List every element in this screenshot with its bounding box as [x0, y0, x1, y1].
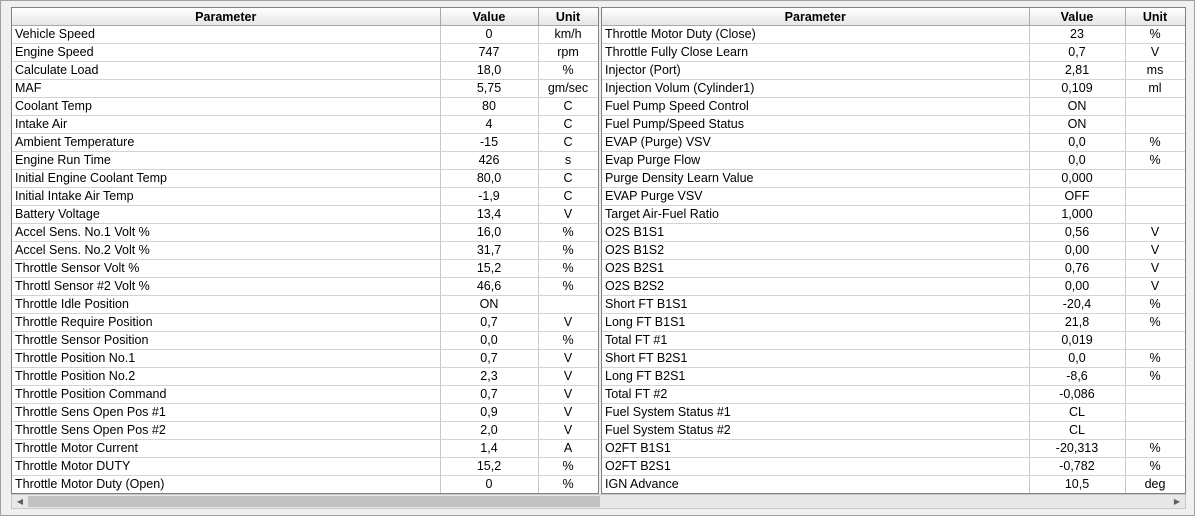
value-cell: -8,6 — [1029, 368, 1125, 386]
unit-cell: V — [1125, 44, 1185, 62]
parameter-cell: Throttle Require Position — [12, 314, 440, 332]
table-row[interactable] — [12, 386, 598, 404]
parameter-cell: Coolant Temp — [12, 98, 440, 116]
table-row[interactable] — [12, 134, 598, 152]
left-table-body — [12, 26, 598, 494]
value-cell: CL — [1029, 404, 1125, 422]
value-cell: 0,0 — [440, 332, 538, 350]
table-row[interactable] — [12, 206, 598, 224]
table-row[interactable] — [602, 314, 1185, 332]
value-cell: CL — [1029, 422, 1125, 440]
parameter-cell: Injection Volum (Cylinder1) — [602, 80, 1029, 98]
parameter-cell: Short FT B1S1 — [602, 296, 1029, 314]
unit-cell: % — [538, 260, 598, 278]
unit-cell: ml — [1125, 80, 1185, 98]
unit-cell: V — [538, 314, 598, 332]
value-cell: 31,7 — [440, 242, 538, 260]
value-cell: 2,3 — [440, 368, 538, 386]
parameter-cell: Throttle Motor Duty (Close) — [602, 26, 1029, 44]
horizontal-scrollbar[interactable] — [11, 494, 1186, 509]
parameter-cell: Throttle Motor DUTY — [12, 458, 440, 476]
parameter-cell: Throttle Idle Position — [12, 296, 440, 314]
parameter-cell: Accel Sens. No.2 Volt % — [12, 242, 440, 260]
parameter-cell: Intake Air — [12, 116, 440, 134]
unit-cell: % — [1125, 296, 1185, 314]
unit-cell: V — [538, 422, 598, 440]
table-row[interactable] — [12, 332, 598, 350]
table-row[interactable] — [12, 152, 598, 170]
table-row[interactable] — [602, 260, 1185, 278]
table-row[interactable] — [602, 386, 1185, 404]
parameter-cell: EVAP Purge VSV — [602, 188, 1029, 206]
value-cell: 5,75 — [440, 80, 538, 98]
value-cell: 1,4 — [440, 440, 538, 458]
table-row[interactable] — [602, 206, 1185, 224]
parameter-cell: O2S B1S1 — [602, 224, 1029, 242]
value-cell: 0,7 — [440, 314, 538, 332]
unit-cell: % — [1125, 152, 1185, 170]
value-cell: 0,019 — [1029, 332, 1125, 350]
table-row[interactable] — [12, 80, 598, 98]
value-cell: 1,000 — [1029, 206, 1125, 224]
right-value-column-header[interactable]: Value — [1029, 8, 1125, 26]
table-row[interactable] — [602, 440, 1185, 458]
value-cell: 80 — [440, 98, 538, 116]
parameter-cell: Injector (Port) — [602, 62, 1029, 80]
table-row[interactable] — [12, 314, 598, 332]
table-row[interactable] — [12, 458, 598, 476]
table-row[interactable] — [602, 404, 1185, 422]
table-row[interactable] — [602, 44, 1185, 62]
value-cell: 21,8 — [1029, 314, 1125, 332]
parameter-cell: IGN Advance — [602, 476, 1029, 494]
unit-cell: % — [1125, 368, 1185, 386]
value-cell: -0,782 — [1029, 458, 1125, 476]
parameter-cell: Fuel System Status #2 — [602, 422, 1029, 440]
value-cell: 16,0 — [440, 224, 538, 242]
value-cell: ON — [1029, 116, 1125, 134]
right-table-header-row — [602, 8, 1185, 26]
parameter-cell: Throttle Position Command — [12, 386, 440, 404]
value-cell: OFF — [1029, 188, 1125, 206]
parameter-cell: Throttl Sensor #2 Volt % — [12, 278, 440, 296]
value-cell: 0,00 — [1029, 278, 1125, 296]
value-cell: 13,4 — [440, 206, 538, 224]
unit-cell: s — [538, 152, 598, 170]
table-row[interactable] — [12, 350, 598, 368]
parameter-cell: MAF — [12, 80, 440, 98]
unit-cell: % — [538, 332, 598, 350]
left-data-table — [12, 8, 599, 494]
unit-cell: V — [538, 206, 598, 224]
table-row[interactable] — [12, 116, 598, 134]
parameter-cell: Engine Run Time — [12, 152, 440, 170]
table-row[interactable] — [12, 242, 598, 260]
unit-cell: % — [1125, 26, 1185, 44]
parameter-cell: Throttle Sens Open Pos #2 — [12, 422, 440, 440]
value-cell: 0,000 — [1029, 170, 1125, 188]
parameter-cell: Fuel Pump/Speed Status — [602, 116, 1029, 134]
unit-cell: C — [538, 116, 598, 134]
value-cell: 0 — [440, 26, 538, 44]
unit-cell: % — [538, 458, 598, 476]
value-cell: 0,56 — [1029, 224, 1125, 242]
table-row[interactable] — [12, 170, 598, 188]
unit-cell: C — [538, 188, 598, 206]
value-cell: -0,086 — [1029, 386, 1125, 404]
left-table-header-row — [12, 8, 598, 26]
unit-cell — [1125, 170, 1185, 188]
parameter-cell: Calculate Load — [12, 62, 440, 80]
unit-cell: % — [538, 278, 598, 296]
unit-cell: % — [1125, 350, 1185, 368]
unit-cell — [1125, 404, 1185, 422]
value-cell: 15,2 — [440, 458, 538, 476]
table-row[interactable] — [602, 296, 1185, 314]
parameter-cell: Purge Density Learn Value — [602, 170, 1029, 188]
parameter-cell: Target Air-Fuel Ratio — [602, 206, 1029, 224]
table-row[interactable] — [602, 80, 1185, 98]
value-cell: 0,9 — [440, 404, 538, 422]
parameter-cell: Engine Speed — [12, 44, 440, 62]
parameter-cell: O2S B1S2 — [602, 242, 1029, 260]
parameter-cell: Throttle Position No.2 — [12, 368, 440, 386]
table-row[interactable] — [12, 422, 598, 440]
table-row[interactable] — [12, 440, 598, 458]
right-data-table — [602, 8, 1186, 494]
parameter-cell: Initial Engine Coolant Temp — [12, 170, 440, 188]
table-row[interactable] — [12, 98, 598, 116]
unit-cell: km/h — [538, 26, 598, 44]
unit-cell — [1125, 422, 1185, 440]
unit-cell: V — [1125, 260, 1185, 278]
value-cell: 0,0 — [1029, 350, 1125, 368]
table-row[interactable] — [12, 260, 598, 278]
unit-cell: deg — [1125, 476, 1185, 494]
value-cell: ON — [440, 296, 538, 314]
unit-cell: V — [538, 386, 598, 404]
right-unit-column-header[interactable]: Unit — [1125, 8, 1185, 26]
parameter-cell: Ambient Temperature — [12, 134, 440, 152]
unit-cell: A — [538, 440, 598, 458]
value-cell: 0,0 — [1029, 134, 1125, 152]
parameter-cell: Fuel System Status #1 — [602, 404, 1029, 422]
parameter-cell: Fuel Pump Speed Control — [602, 98, 1029, 116]
table-row[interactable] — [602, 116, 1185, 134]
scroll-left-arrow-icon[interactable]: ◀ — [16, 497, 24, 506]
right-data-table-panel[interactable] — [601, 7, 1186, 494]
table-row[interactable] — [602, 242, 1185, 260]
unit-cell: V — [538, 404, 598, 422]
value-cell: -1,9 — [440, 188, 538, 206]
parameter-cell: O2FT B2S1 — [602, 458, 1029, 476]
parameter-cell: O2FT B1S1 — [602, 440, 1029, 458]
parameter-cell: Accel Sens. No.1 Volt % — [12, 224, 440, 242]
table-row[interactable] — [602, 152, 1185, 170]
table-row[interactable] — [602, 224, 1185, 242]
value-cell: 0 — [440, 476, 538, 494]
parameter-cell: Total FT #2 — [602, 386, 1029, 404]
parameter-cell: Throttle Sens Open Pos #1 — [12, 404, 440, 422]
right-parameter-column-header[interactable]: Parameter — [602, 8, 1029, 26]
table-row[interactable] — [12, 296, 598, 314]
parameter-cell: Throttle Motor Duty (Open) — [12, 476, 440, 494]
unit-cell: V — [1125, 278, 1185, 296]
table-row[interactable] — [602, 368, 1185, 386]
right-table-body — [602, 26, 1185, 494]
unit-cell: C — [538, 134, 598, 152]
unit-cell: ms — [1125, 62, 1185, 80]
value-cell: 0,0 — [1029, 152, 1125, 170]
value-cell: 15,2 — [440, 260, 538, 278]
value-cell: 0,7 — [440, 350, 538, 368]
value-cell: 747 — [440, 44, 538, 62]
parameter-cell: O2S B2S1 — [602, 260, 1029, 278]
parameter-cell: EVAP (Purge) VSV — [602, 134, 1029, 152]
value-cell: 0,00 — [1029, 242, 1125, 260]
parameter-cell: Throttle Sensor Position — [12, 332, 440, 350]
table-row[interactable] — [602, 26, 1185, 44]
value-cell: 0,7 — [440, 386, 538, 404]
table-row[interactable] — [12, 44, 598, 62]
table-row[interactable] — [12, 476, 598, 494]
unit-cell — [1125, 206, 1185, 224]
table-row[interactable] — [12, 368, 598, 386]
unit-cell: rpm — [538, 44, 598, 62]
value-cell: 2,0 — [440, 422, 538, 440]
table-row[interactable] — [12, 188, 598, 206]
unit-cell — [1125, 386, 1185, 404]
value-cell: -20,4 — [1029, 296, 1125, 314]
unit-cell: % — [538, 242, 598, 260]
value-cell: 4 — [440, 116, 538, 134]
unit-cell: C — [538, 170, 598, 188]
scroll-right-arrow-icon[interactable]: ▶ — [1173, 497, 1181, 506]
unit-cell — [1125, 116, 1185, 134]
unit-cell — [1125, 188, 1185, 206]
value-cell: 0,7 — [1029, 44, 1125, 62]
table-row[interactable] — [602, 62, 1185, 80]
table-row[interactable] — [12, 62, 598, 80]
value-cell: 0,109 — [1029, 80, 1125, 98]
unit-cell — [1125, 98, 1185, 116]
value-cell: ON — [1029, 98, 1125, 116]
parameter-cell: Short FT B2S1 — [602, 350, 1029, 368]
scrollbar-thumb[interactable] — [28, 496, 600, 507]
left-data-table-panel[interactable] — [11, 7, 599, 494]
table-row[interactable] — [12, 278, 598, 296]
table-row[interactable] — [602, 458, 1185, 476]
table-row[interactable] — [602, 350, 1185, 368]
table-row[interactable] — [602, 422, 1185, 440]
value-cell: 18,0 — [440, 62, 538, 80]
data-panels — [11, 7, 1186, 494]
table-row[interactable] — [602, 332, 1185, 350]
table-row[interactable] — [12, 224, 598, 242]
parameter-cell: Throttle Position No.1 — [12, 350, 440, 368]
unit-cell: % — [1125, 134, 1185, 152]
unit-cell: gm/sec — [538, 80, 598, 98]
left-unit-column-header[interactable]: Unit — [538, 8, 598, 26]
parameter-cell: Vehicle Speed — [12, 26, 440, 44]
value-cell: 46,6 — [440, 278, 538, 296]
parameter-cell: Battery Voltage — [12, 206, 440, 224]
table-row[interactable] — [602, 278, 1185, 296]
table-row[interactable] — [602, 134, 1185, 152]
unit-cell: V — [538, 350, 598, 368]
unit-cell — [538, 296, 598, 314]
value-cell: 10,5 — [1029, 476, 1125, 494]
parameter-cell: Throttle Sensor Volt % — [12, 260, 440, 278]
unit-cell: % — [538, 62, 598, 80]
parameter-cell: Long FT B2S1 — [602, 368, 1029, 386]
unit-cell: % — [538, 476, 598, 494]
table-row[interactable] — [602, 188, 1185, 206]
unit-cell: % — [1125, 314, 1185, 332]
unit-cell: % — [538, 224, 598, 242]
unit-cell: V — [1125, 242, 1185, 260]
value-cell: 80,0 — [440, 170, 538, 188]
value-cell: 0,76 — [1029, 260, 1125, 278]
value-cell: 2,81 — [1029, 62, 1125, 80]
table-row[interactable] — [602, 98, 1185, 116]
table-row[interactable] — [602, 170, 1185, 188]
table-row[interactable] — [602, 476, 1185, 494]
value-cell: 426 — [440, 152, 538, 170]
unit-cell: C — [538, 98, 598, 116]
parameter-cell: Total FT #1 — [602, 332, 1029, 350]
table-row[interactable] — [12, 26, 598, 44]
unit-cell — [1125, 332, 1185, 350]
table-row[interactable] — [12, 404, 598, 422]
value-cell: 23 — [1029, 26, 1125, 44]
unit-cell: V — [538, 368, 598, 386]
value-cell: -15 — [440, 134, 538, 152]
parameter-cell: Long FT B1S1 — [602, 314, 1029, 332]
unit-cell: % — [1125, 458, 1185, 476]
unit-cell: % — [1125, 440, 1185, 458]
parameter-cell: Initial Intake Air Temp — [12, 188, 440, 206]
left-value-column-header[interactable]: Value — [440, 8, 538, 26]
parameter-cell: Throttle Motor Current — [12, 440, 440, 458]
unit-cell: V — [1125, 224, 1185, 242]
value-cell: -20,313 — [1029, 440, 1125, 458]
parameter-cell: O2S B2S2 — [602, 278, 1029, 296]
parameter-cell: Evap Purge Flow — [602, 152, 1029, 170]
parameter-cell: Throttle Fully Close Learn — [602, 44, 1029, 62]
left-parameter-column-header[interactable]: Parameter — [12, 8, 440, 26]
